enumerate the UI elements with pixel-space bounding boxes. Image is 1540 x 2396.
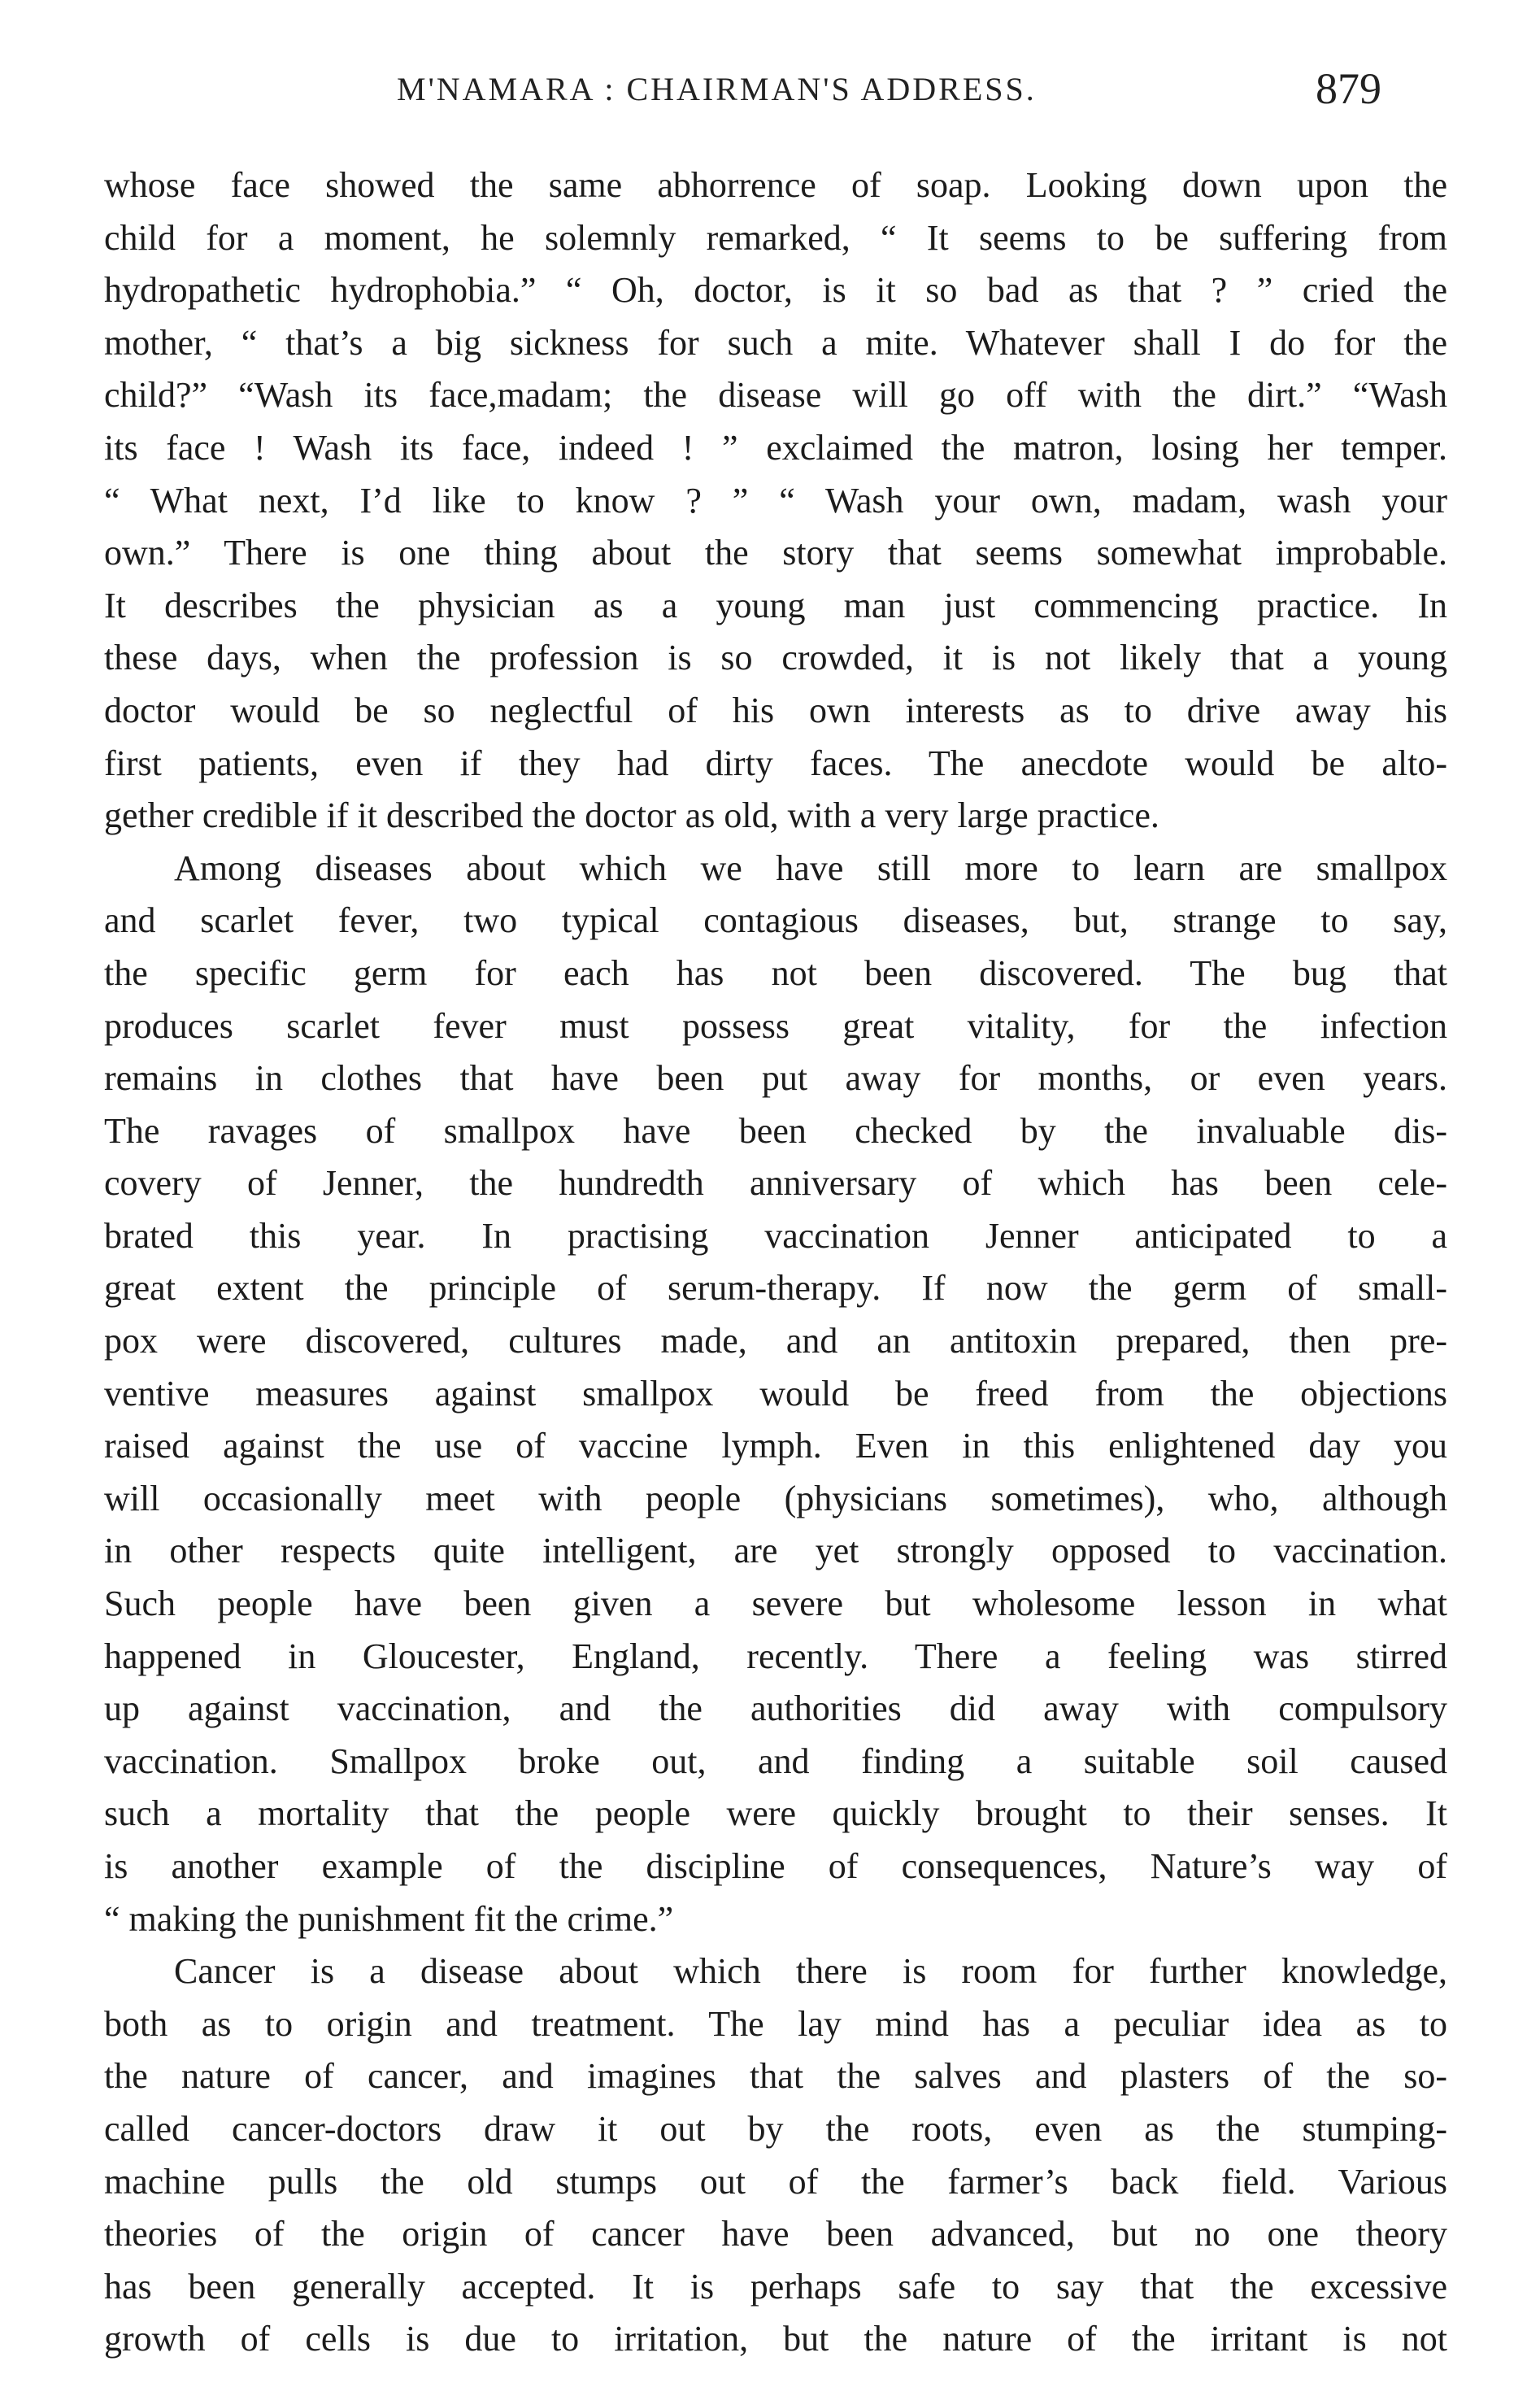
text-line: such a mortality that the people were quickly brought to their senses. It — [104, 1793, 1447, 1834]
text-line: theories of the origin of cancer have been advanced, but no one theory — [104, 2214, 1447, 2254]
text-line: Such people have been given a severe but wholesome lesson in what — [104, 1584, 1447, 1624]
text-line: ventive measures against smallpox would be freed from the objections — [104, 1373, 1447, 1414]
text-line: hydropathetic hydrophobia.” “ Oh, doctor, is it so bad as that ? ” cried the — [104, 270, 1447, 311]
text-line: is another example of the discipline of consequences, Nature’s way of — [104, 1846, 1447, 1886]
paragraph — [104, 1945, 1447, 2366]
text-line: the nature of cancer, and imagines that the salves and plasters of the so- — [104, 2056, 1447, 2097]
text-line: called cancer-doctors draw it out by the roots, even as the stumping- — [104, 2108, 1447, 2149]
text-line: growth of cells is due to irritation, but the nature of the irritant is not — [104, 2319, 1447, 2359]
text-line: “ What next, I’d like to know ? ” “ Wash your own, madam, wash your — [104, 480, 1447, 521]
text-line: It describes the physician as a young man just commencing practice. In — [104, 585, 1447, 625]
text-line: The ravages of smallpox have been checked by the invaluable dis- — [104, 1110, 1447, 1151]
text-line: Cancer is a disease about which there is room for further knowledge, — [174, 1951, 1447, 1992]
text-line: child for a moment, he solemnly remarked, “ It seems to be suffering from — [104, 217, 1447, 258]
text-line: great extent the principle of serum-therapy. If now the germ of small- — [104, 1268, 1447, 1309]
text-line: up against vaccination, and the authorities did away with compulsory — [104, 1688, 1447, 1729]
text-line: own.” There is one thing about the story that seems somewhat improbable. — [104, 533, 1447, 573]
text-line: raised against the use of vaccine lymph. Even in this enlightened day you — [104, 1426, 1447, 1466]
text-line: child?” “Wash its face,madam; the disease will go off with the dirt.” “Wash — [104, 375, 1447, 416]
text-line: machine pulls the old stumps out of the farmer’s back field. Various — [104, 2161, 1447, 2202]
paragraph — [104, 843, 1447, 1945]
page-number: 879 — [1316, 64, 1381, 113]
text-line: doctor would be so neglectful of his own interests as to drive away his — [104, 690, 1447, 730]
text-line: “ making the punishment fit the crime.” — [104, 1898, 674, 1939]
running-header — [0, 63, 1540, 129]
text-line: these days, when the profession is so crowded, it is not likely that a young — [104, 638, 1447, 678]
text-line: covery of Jenner, the hundredth anniversary of which has been cele- — [104, 1163, 1447, 1204]
text-line: remains in clothes that have been put away for months, or even years. — [104, 1058, 1447, 1099]
body-text — [104, 159, 1447, 2366]
text-line: gether credible if it described the doctor as old, with a very large practice. — [104, 795, 1159, 836]
text-line: and scarlet fever, two typical contagious diseases, but, strange to say, — [104, 900, 1447, 941]
text-line: happened in Gloucester, England, recently. There a feeling was stirred — [104, 1636, 1447, 1676]
paragraph — [104, 159, 1447, 843]
text-line: first patients, even if they had dirty faces. The anecdote would be alto- — [104, 743, 1447, 783]
text-line: its face ! Wash its face, indeed ! ” exclaimed the matron, losing her temper. — [104, 427, 1447, 468]
text-line: Among diseases about which we have still more to learn are smallpox — [174, 847, 1447, 888]
text-line: brated this year. In practising vaccination Jenner anticipated to a — [104, 1215, 1447, 1256]
text-line: will occasionally meet with people (physicians sometimes), who, although — [104, 1478, 1447, 1518]
running-head-title: M'NAMARA : CHAIRMAN'S ADDRESS. — [397, 71, 1037, 107]
text-line: has been generally accepted. It is perhaps safe to say that the excessive — [104, 2266, 1447, 2307]
text-line: vaccination. Smallpox broke out, and finding a suitable soil caused — [104, 1740, 1447, 1781]
text-line: whose face showed the same abhorrence of soap. Looking down upon the — [104, 165, 1447, 205]
text-line: in other respects quite intelligent, are yet strongly opposed to vaccination. — [104, 1531, 1447, 1571]
text-line: produces scarlet fever must possess great vitality, for the infection — [104, 1005, 1447, 1046]
text-line: the specific germ for each has not been discovered. The bug that — [104, 952, 1447, 993]
text-line: mother, “ that’s a big sickness for such a mite. Whatever shall I do for the — [104, 322, 1447, 363]
text-line: pox were discovered, cultures made, and an antitoxin prepared, then pre- — [104, 1321, 1447, 1361]
text-line: both as to origin and treatment. The lay mind has a peculiar idea as to — [104, 2003, 1447, 2044]
